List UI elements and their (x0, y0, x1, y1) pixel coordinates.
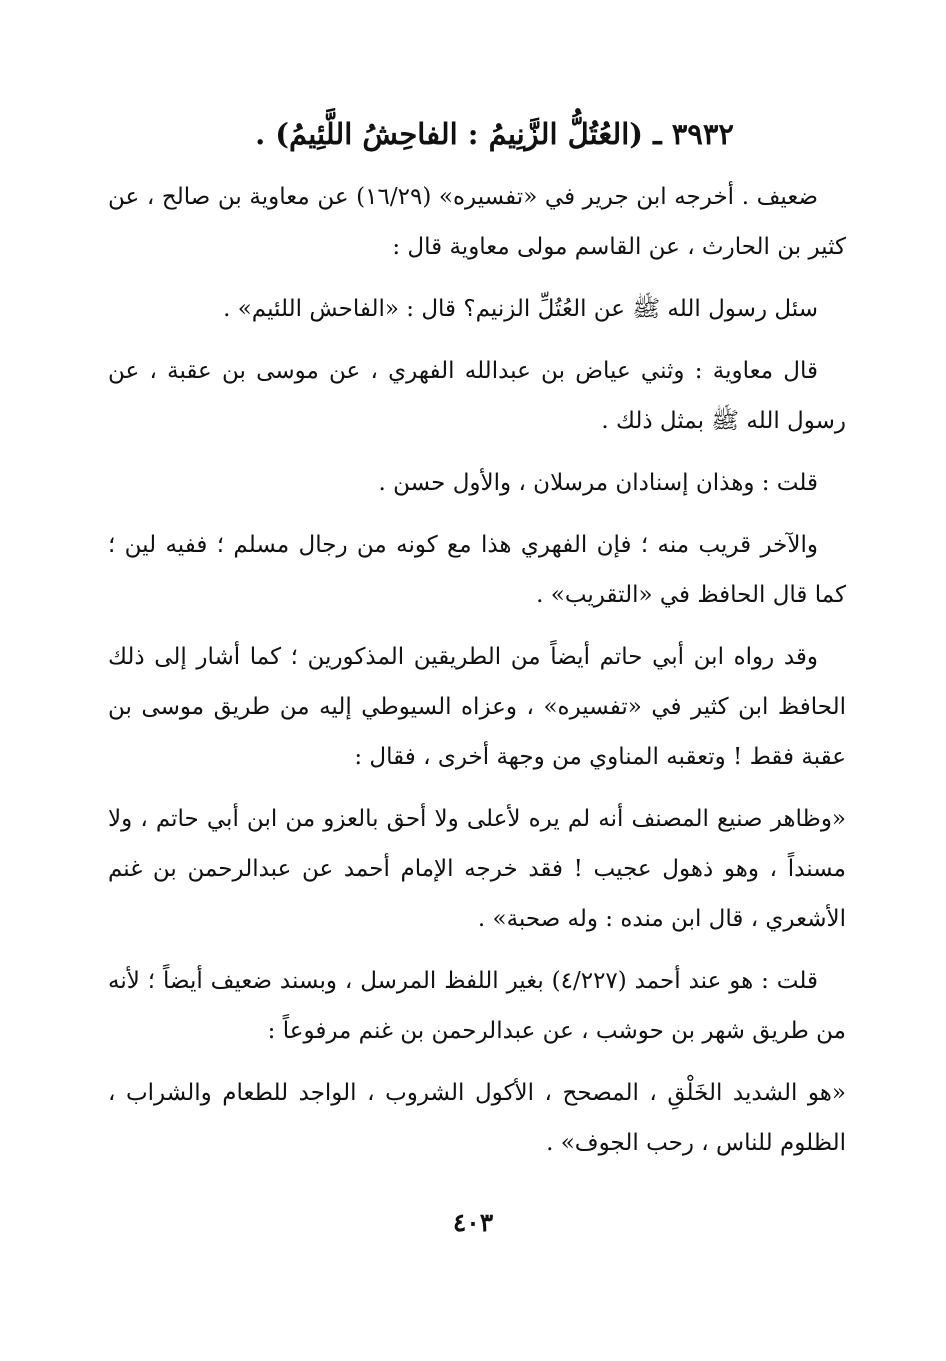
paragraph-9: «هو الشديد الخَلْقِ ، المصحح ، الأكول الشروب ، الواجد للطعام والشراب ، الظلوم للناس ، رحب الجوف» . (108, 1080, 846, 1156)
page-number: ٤٠٣ (452, 1208, 494, 1237)
paragraph-1: ضعيف . أخرجه ابن جرير في «تفسيره» (١٦/٢٩) عن معاوية بن صالح ، عن كثير بن الحارث ، عن القاسم مولى معاوية قال : (108, 184, 846, 260)
paragraph-3: قال معاوية : وثني عياض بن عبدالله الفهري ، عن موسى بن عقبة ، عن رسول الله ﷺ بمثل ذلك . (108, 358, 846, 434)
hadith-heading: ٣٩٣٢ ـ (العُتُلُّ الزَّنِيمُ : الفاحِشُ اللَّئِيمُ) . (255, 117, 734, 151)
paragraph-8: قلت : هو عند أحمد (٤/٢٢٧) بغير اللفظ المرسل ، وبسند ضعيف أيضاً ؛ لأنه من طريق شهر بن حوشب ، عن عبدالرحمن بن غنم مرفوعاً : (108, 968, 846, 1044)
page-body (108, 110, 846, 1180)
paragraph-7: «وظاهر صنيع المصنف أنه لم يره لأعلى ولا أحق بالعزو من ابن أبي حاتم ، ولا مسنداً ، وهو ذهول عجيب ! فقد خرجه الإمام أحمد عن عبدالرحمن بن غنم الأشعري ، قال ابن منده : وله صحبة» . (108, 806, 846, 932)
paragraph-5: والآخر قريب منه ؛ فإن الفهري هذا مع كونه من رجال مسلم ؛ ففيه لين ؛ كما قال الحافظ في «التقريب» . (108, 532, 846, 608)
paragraph-4: قلت : وهذان إسنادان مرسلان ، والأول حسن . (378, 470, 818, 496)
paragraph-6: وقد رواه ابن أبي حاتم أيضاً من الطريقين المذكورين ؛ كما أشار إلى ذلك الحافظ ابن كثير في «تفسيره» ، وعزاه السيوطي إليه من طريق موسى بن عقبة فقط ! وتعقبه المناوي من وجهة أخرى ، فقال : (108, 644, 846, 770)
paragraph-2: سئل رسول الله ﷺ عن العُتُلِّ الزنيم؟ قال : «الفاحش اللئيم» . (223, 296, 818, 322)
